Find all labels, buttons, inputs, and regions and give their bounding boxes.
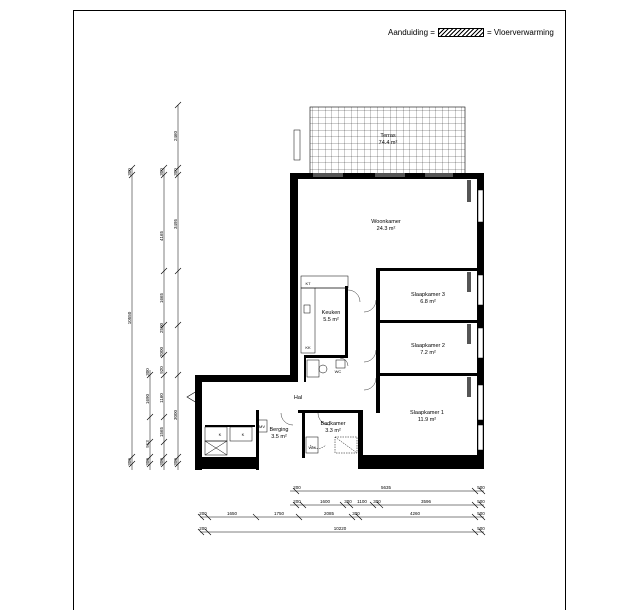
dim-l2-0: 300 xyxy=(145,368,150,376)
room-terras-area: 74.4 m² xyxy=(378,140,398,146)
dim-b1-1: 5635 xyxy=(380,485,392,490)
dim-l1-1: 10550 xyxy=(127,311,132,325)
wall-bottom-right xyxy=(362,455,484,469)
wall-bed3-bottom xyxy=(376,320,478,323)
wall-bed3-top xyxy=(376,268,478,271)
left-dimensions xyxy=(132,105,178,470)
dim-l3-6: 1160 xyxy=(159,393,164,403)
terrace-step xyxy=(294,130,300,160)
dim-b3-4: 300 xyxy=(352,511,360,516)
dim-b3-1: 1650 xyxy=(226,511,238,516)
wall-left-upper xyxy=(290,173,298,380)
dim-l3-0: 300 xyxy=(159,168,164,176)
room-badkamer-name: Badkamer xyxy=(320,421,346,427)
wall-hal-bottom xyxy=(298,410,363,413)
dim-b2-1: 1600 xyxy=(319,499,331,504)
wall-bottom-left xyxy=(202,457,259,469)
room-hal-name: Hal xyxy=(293,395,303,401)
dim-b3-0: 200 xyxy=(199,511,207,516)
wall-bed2-bottom xyxy=(376,373,478,376)
room-slaapkamer2-name: Slaapkamer 2 xyxy=(411,343,445,349)
room-woonkamer-name: Woonkamer xyxy=(371,219,401,225)
legend-prefix: Aanduiding = xyxy=(388,28,435,37)
fixture-kk: KK xyxy=(305,345,311,350)
dim-b2-0: 200 xyxy=(293,499,301,504)
dim-l3-5: 920 xyxy=(159,366,164,374)
wall-keuken-right xyxy=(345,286,348,356)
dim-l4-4: 300 xyxy=(173,458,178,466)
dim-b3-3: 2085 xyxy=(323,511,335,516)
wall-wc-top xyxy=(304,355,348,358)
room-slaapkamer1-name: Slaapkamer 1 xyxy=(410,410,444,416)
room-berging-area: 3.5 m² xyxy=(271,434,287,440)
room-woonkamer-area: 24.3 m² xyxy=(376,226,396,232)
fixture-kt: KT xyxy=(305,281,311,286)
room-terras-name: Terras xyxy=(380,133,396,139)
radiators xyxy=(313,173,471,397)
dim-l3-8: 300 xyxy=(159,458,164,466)
dim-b3-2: 1750 xyxy=(273,511,285,516)
dim-b1-2: 500 xyxy=(477,485,485,490)
fixture-wm: WM xyxy=(308,445,316,450)
dim-b2-3: 1100 xyxy=(357,499,367,504)
dim-l3-3: 2500 xyxy=(159,322,164,334)
wall-wc-left xyxy=(304,358,306,382)
wall-hal-top xyxy=(195,375,298,382)
room-slaapkamer2-area: 7.2 m² xyxy=(420,350,436,356)
dim-l3-4: 2000 xyxy=(159,346,164,358)
wall-kasten xyxy=(205,425,255,427)
dim-b2-4: 300 xyxy=(373,499,381,504)
room-slaapkamer3-area: 6.8 m² xyxy=(420,299,436,305)
dim-l1-0: 300 xyxy=(127,168,132,176)
dim-l4-0: 2460 xyxy=(173,130,178,142)
fixture-kast-1: K xyxy=(218,432,222,437)
dim-b2-6: 500 xyxy=(477,499,485,504)
wall-left-lower xyxy=(195,375,202,470)
room-badkamer-area: 3.3 m² xyxy=(325,428,341,434)
dim-l4-3: 3000 xyxy=(173,409,178,421)
dim-bt-1: 10220 xyxy=(333,526,347,531)
dim-b2-2: 300 xyxy=(344,499,352,504)
room-berging-name: Berging xyxy=(269,427,289,433)
bottom-dimension-labels xyxy=(199,485,485,531)
room-keuken-name: Keuken xyxy=(321,310,341,316)
dim-b1-0: 200 xyxy=(293,485,301,490)
fixture-mv: MV xyxy=(259,424,265,429)
dim-b3-5: 4260 xyxy=(409,511,421,516)
wall-berging-left xyxy=(256,410,259,470)
dim-l3-7: 1565 xyxy=(159,426,164,438)
room-slaapkamer3-name: Slaapkamer 3 xyxy=(411,292,445,298)
room-wc-name: WC xyxy=(334,369,342,374)
room-slaapkamer1-area: 11.9 m² xyxy=(417,417,437,423)
left-dimension-labels xyxy=(127,130,178,465)
dim-l4-1: 300 xyxy=(173,168,178,176)
dim-l2-3: 300 xyxy=(145,458,150,466)
dim-bt-0: 200 xyxy=(199,526,207,531)
wall-berging-right xyxy=(302,413,305,458)
dim-l3-1: 4165 xyxy=(159,230,164,242)
dim-l1-2: 300 xyxy=(127,458,132,466)
dim-l3-2: 1665 xyxy=(159,292,164,304)
dim-b2-5: 3596 xyxy=(420,499,432,504)
dim-l2-1: 1690 xyxy=(145,393,150,405)
dim-l2-2: 913 xyxy=(145,440,150,448)
wall-badkamer-right xyxy=(358,410,363,469)
dim-l4-2: 3495 xyxy=(173,218,178,230)
wall-bedroom-left xyxy=(376,268,380,413)
room-keuken-area: 5.5 m² xyxy=(323,317,339,323)
fixture-kast-2: K xyxy=(241,432,245,437)
dim-b3-6: 500 xyxy=(477,511,485,516)
legend-suffix: = Vloerverwarming xyxy=(486,28,554,37)
dim-bt-2: 500 xyxy=(477,526,485,531)
